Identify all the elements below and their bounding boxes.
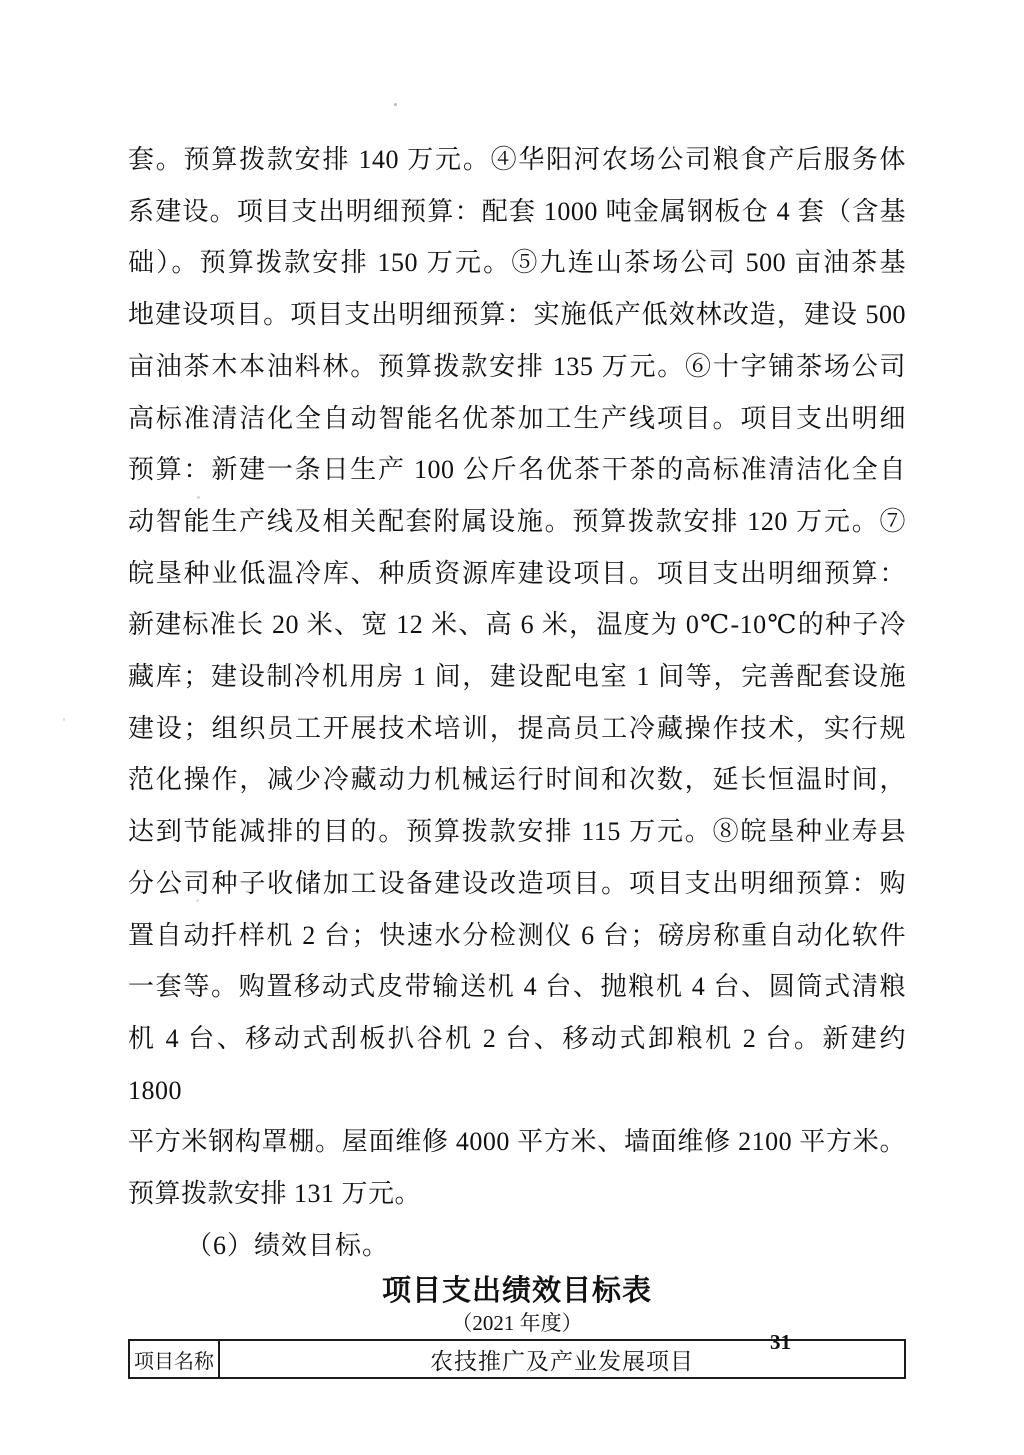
row-label-project-name: 项目名称 — [129, 1340, 219, 1378]
text-line: 地建设项目。项目支出明细预算：实施低产低效林改造，建设 500 — [128, 300, 906, 330]
content-column — [128, 134, 906, 1379]
scan-speck — [63, 718, 65, 721]
text-line: 高标准清洁化全自动智能名优茶加工生产线项目。项目支出明细 — [128, 403, 906, 433]
text-line: 系建设。项目支出明细预算：配套 1000 吨金属钢板仓 4 套（含基 — [128, 196, 906, 226]
text-line: 达到节能减排的目的。预算拨款安排 115 万元。⑧皖垦种业寿县 — [128, 817, 906, 847]
text-line: 建设；组织员工开展技术培训，提高员工冷藏操作技术，实行规 — [128, 713, 906, 743]
text-line: 置自动扦样机 2 台；快速水分检测仪 6 台；磅房称重自动化软件 — [128, 920, 906, 950]
row-value-project-name: 农技推广及产业发展项目 — [219, 1340, 905, 1378]
scan-speck — [394, 103, 397, 106]
text-line: 范化操作，减少冷藏动力机械运行时间和次数，延长恒温时间， — [128, 765, 906, 795]
section-heading: （6）绩效目标。 — [186, 1230, 390, 1260]
text-line: 一套等。购置移动式皮带输送机 4 台、抛粮机 4 台、圆筒式清粮 — [128, 972, 906, 1002]
text-line: 分公司种子收储加工设备建设改造项目。项目支出明细预算：购 — [128, 868, 906, 898]
text-line: 础）。预算拨款安排 150 万元。⑤九连山茶场公司 500 亩油茶基 — [128, 248, 906, 278]
text-line: 动智能生产线及相关配套附属设施。预算拨款安排 120 万元。⑦ — [128, 506, 906, 536]
text-line: 套。预算拨款安排 140 万元。④华阳河农场公司粮食产后服务体 — [128, 145, 906, 174]
text-line: 预算：新建一条日生产 100 公斤名优茶干茶的高标准清洁化全自 — [128, 455, 906, 485]
text-line: 藏库；建设制冷机用房 1 间，建设配电室 1 间等，完善配套设施 — [128, 662, 906, 692]
text-line: 亩油茶木本油料林。预算拨款安排 135 万元。⑥十字铺茶场公司 — [128, 351, 906, 381]
body-paragraph — [128, 134, 906, 1220]
text-line: 机 4 台、移动式刮板扒谷机 2 台、移动式卸粮机 2 台。新建约 1800 — [128, 1023, 906, 1105]
text-line: 平方米钢构罩棚。屋面维修 4000 平方米、墙面维修 2100 平方米。 — [128, 1127, 906, 1157]
text-line: 新建标准长 20 米、宽 12 米、高 6 米，温度为 0℃-10℃的种子冷 — [128, 610, 906, 640]
page-number: 31 — [770, 1330, 791, 1354]
table-subtitle: （2021 年度） — [451, 1311, 583, 1336]
text-line: 预算拨款安排 131 万元。 — [128, 1179, 422, 1209]
text-line: 皖垦种业低温冷库、种质资源库建设项目。项目支出明细预算： — [128, 558, 906, 588]
table-title: 项目支出绩效目标表 — [381, 1275, 652, 1308]
